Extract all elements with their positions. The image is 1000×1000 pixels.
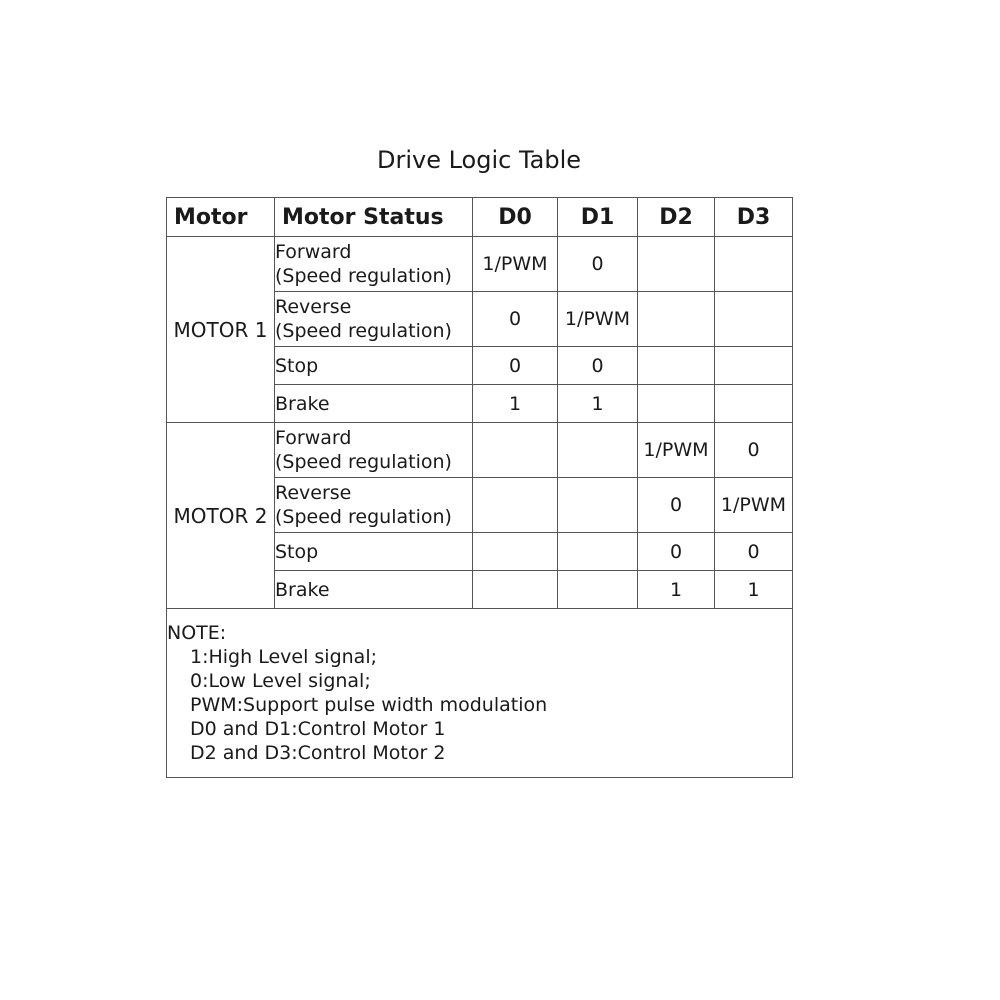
motor-status-line: Reverse (275, 296, 352, 318)
signal-d1-cell: 1 (558, 385, 638, 423)
signal-d2-cell: 1 (638, 571, 715, 609)
header-d3: D3 (715, 198, 793, 237)
table-row (167, 237, 793, 292)
signal-d0-cell (473, 571, 558, 609)
header-row (167, 198, 793, 237)
note-line: D2 and D3:Control Motor 2 (190, 742, 446, 764)
header-d0: D0 (473, 198, 558, 237)
motor-status-cell (275, 237, 473, 292)
signal-d3-cell (715, 385, 793, 423)
signal-d3-cell: 1 (715, 571, 793, 609)
signal-d2-cell (638, 385, 715, 423)
motor-status-cell (275, 533, 473, 571)
signal-d3-cell (715, 292, 793, 347)
signal-d3-cell: 1/PWM (715, 478, 793, 533)
signal-d2-cell (638, 237, 715, 292)
header-motor: Motor (167, 198, 275, 237)
motor-status-line: Brake (275, 578, 330, 601)
signal-d1-cell (558, 478, 638, 533)
motor-status-line: (Speed regulation) (275, 320, 452, 342)
note-heading: NOTE: (167, 622, 227, 644)
signal-d3-cell: 0 (715, 533, 793, 571)
signal-d0-cell: 0 (473, 347, 558, 385)
motor-label: MOTOR 2 (167, 423, 275, 609)
motor-status-cell (275, 385, 473, 423)
motor-status-cell (275, 347, 473, 385)
motor-status-line: Brake (275, 392, 330, 415)
motor-status-line: (Speed regulation) (275, 265, 452, 287)
motor-status-line: Stop (275, 540, 319, 563)
motor-label: MOTOR 1 (167, 237, 275, 423)
header-motor-status: Motor Status (275, 198, 473, 237)
motor-status-cell (275, 571, 473, 609)
header-d1: D1 (558, 198, 638, 237)
signal-d2-cell (638, 347, 715, 385)
motor-status-line: Forward (275, 241, 352, 263)
signal-d0-cell (473, 423, 558, 478)
motor-status-cell (275, 423, 473, 478)
note-cell (167, 609, 793, 778)
signal-d2-cell: 0 (638, 533, 715, 571)
signal-d1-cell (558, 423, 638, 478)
signal-d0-cell (473, 533, 558, 571)
signal-d1-cell: 0 (558, 237, 638, 292)
motor-status-line: Forward (275, 427, 352, 449)
signal-d1-cell (558, 533, 638, 571)
motor-status-line: (Speed regulation) (275, 506, 452, 528)
signal-d2-cell (638, 292, 715, 347)
signal-d0-cell (473, 478, 558, 533)
table-row (167, 423, 793, 478)
table-body (167, 237, 793, 609)
note-line: D0 and D1:Control Motor 1 (190, 718, 446, 740)
signal-d3-cell: 0 (715, 423, 793, 478)
signal-d1-cell (558, 571, 638, 609)
motor-status-cell (275, 292, 473, 347)
signal-d2-cell: 0 (638, 478, 715, 533)
motor-status-line: (Speed regulation) (275, 451, 452, 473)
signal-d3-cell (715, 237, 793, 292)
motor-status-line: Stop (275, 354, 319, 377)
signal-d1-cell: 1/PWM (558, 292, 638, 347)
motor-status-line: Reverse (275, 482, 352, 504)
note-row (167, 609, 793, 778)
signal-d1-cell: 0 (558, 347, 638, 385)
table-title: Drive Logic Table (376, 146, 582, 174)
signal-d0-cell: 1 (473, 385, 558, 423)
header-d2: D2 (638, 198, 715, 237)
signal-d2-cell: 1/PWM (638, 423, 715, 478)
note-line: PWM:Support pulse width modulation (190, 694, 548, 716)
signal-d0-cell: 0 (473, 292, 558, 347)
signal-d0-cell: 1/PWM (473, 237, 558, 292)
motor-status-cell (275, 478, 473, 533)
signal-d3-cell (715, 347, 793, 385)
note-line: 0:Low Level signal; (190, 670, 371, 692)
note-line: 1:High Level signal; (190, 646, 377, 668)
drive-logic-table (166, 197, 793, 778)
